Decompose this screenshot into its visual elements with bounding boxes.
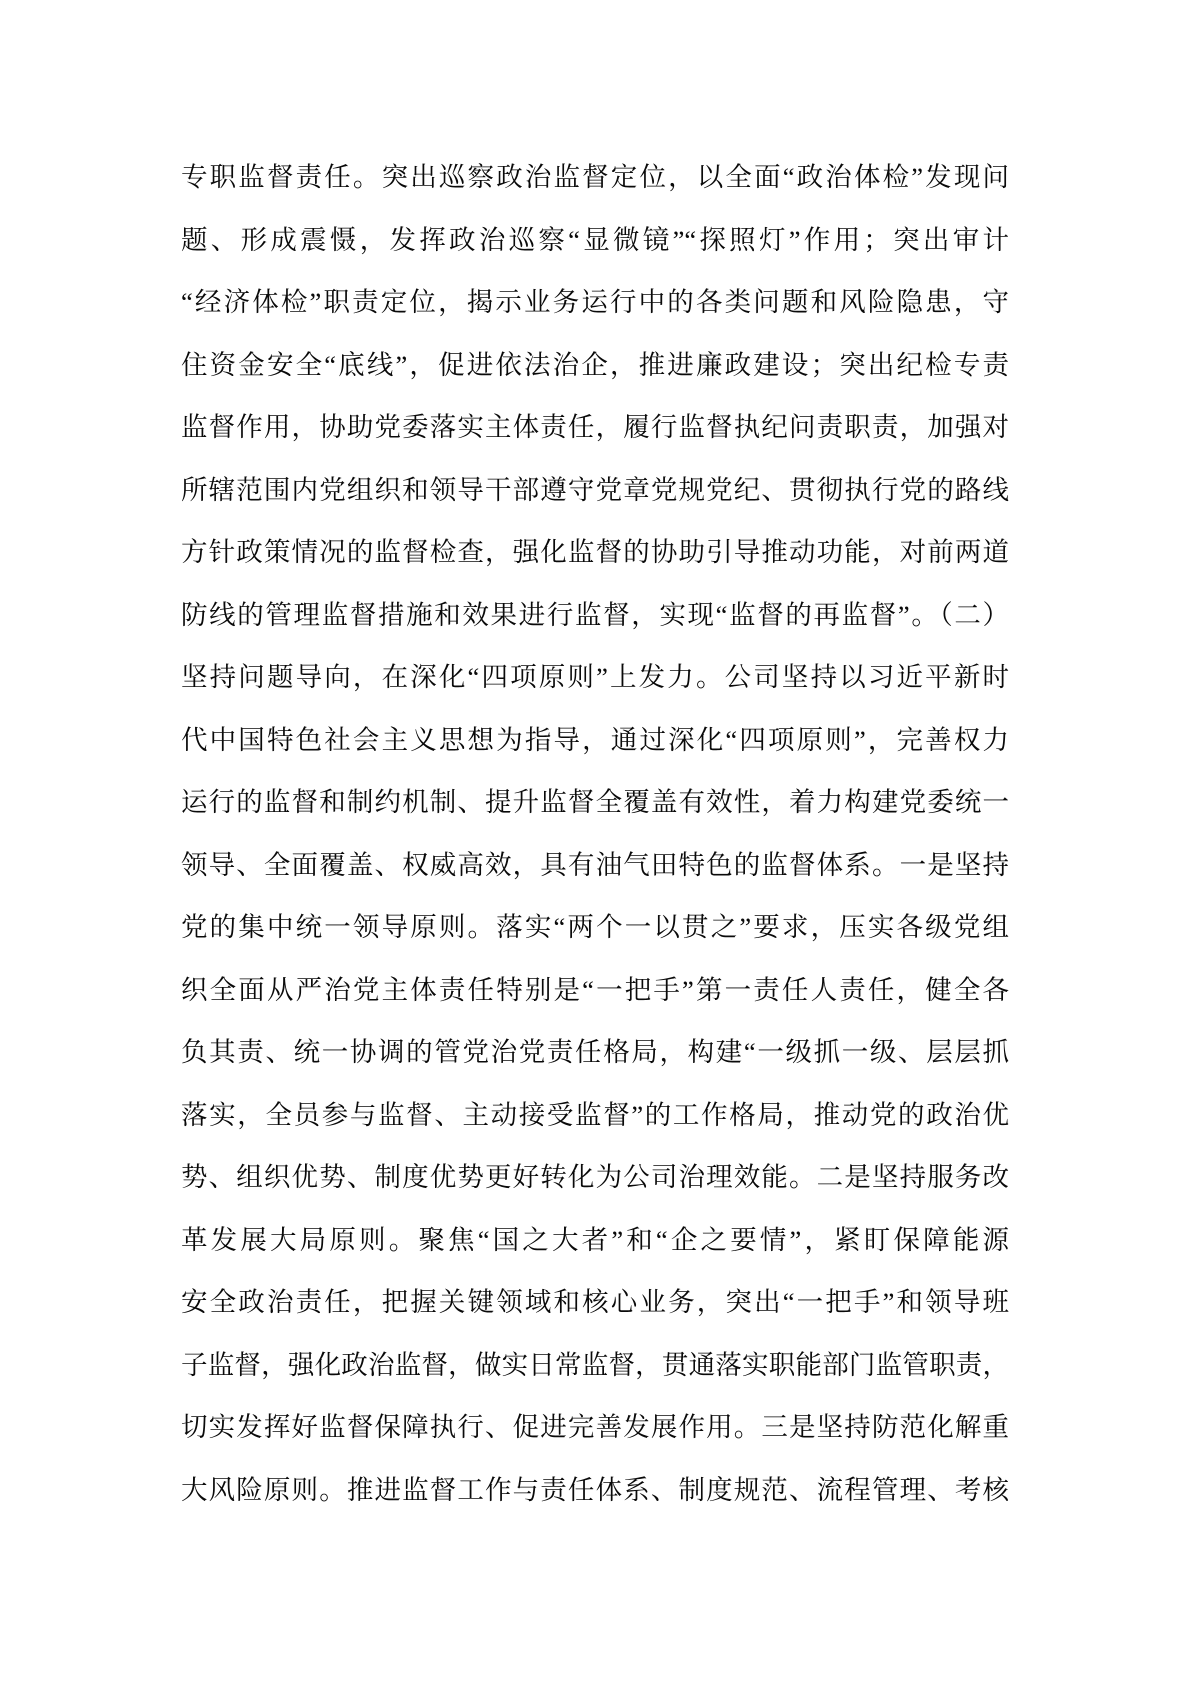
- text-line: 织全面从严治党主体责任特别是“一把手”第一责任人责任，健全各: [181, 974, 1009, 1005]
- text-line: 负其责、统一协调的管党治党责任格局，构建“一级抓一级、层层抓: [181, 1037, 1009, 1067]
- text-line: 坚持问题导向，在深化“四项原则”上发力。公司坚持以习近平新时: [181, 662, 1009, 692]
- text-line: 势、组织优势、制度优势更好转化为公司治理效能。二是坚持服务改: [181, 1162, 1009, 1192]
- text-line: 落实，全员参与监督、主动接受监督”的工作格局，推动党的政治优: [181, 1099, 1009, 1130]
- text-line: 所辖范围内党组织和领导干部遵守党章党规党纪、贯彻执行党的路线: [181, 474, 1009, 505]
- text-line: “经济体检”职责定位，揭示业务运行中的各类问题和风险隐患，守: [181, 287, 1009, 317]
- text-line: 防线的管理监督措施和效果进行监督，实现“监督的再监督”。（二）: [181, 599, 1009, 630]
- text-line: 方针政策情况的监督检查，强化监督的协助引导推动功能，对前两道: [181, 537, 1009, 567]
- text-line: 大风险原则。推进监督工作与责任体系、制度规范、流程管理、考核: [181, 1474, 1009, 1505]
- text-line: 革发展大局原则。聚焦“国之大者”和“企之要情”，紧盯保障能源: [181, 1224, 1009, 1255]
- text-line: 运行的监督和制约机制、提升监督全覆盖有效性，着力构建党委统一: [181, 787, 1009, 817]
- text-line: 住资金安全“底线”，促进依法治企，推进廉政建设；突出纪检专责: [181, 349, 1009, 380]
- text-line: 切实发挥好监督保障执行、促进完善发展作用。三是坚持防范化解重: [181, 1412, 1009, 1442]
- text-line: 专职监督责任。突出巡察政治监督定位，以全面“政治体检”发现问: [181, 162, 1009, 192]
- text-line: 题、形成震慑，发挥政治巡察“显微镜”“探照灯”作用；突出审计: [181, 224, 1009, 255]
- document-text: [181, 146, 1009, 1521]
- text-line: 子监督，强化政治监督，做实日常监督，贯通落实职能部门监管职责，: [181, 1349, 1009, 1380]
- text-line: 领导、全面覆盖、权威高效，具有油气田特色的监督体系。一是坚持: [181, 849, 1009, 880]
- text-line: 代中国特色社会主义思想为指导，通过深化“四项原则”，完善权力: [181, 724, 1009, 755]
- text-line: 党的集中统一领导原则。落实“两个一以贯之”要求，压实各级党组: [181, 912, 1009, 942]
- text-line: 监督作用，协助党委落实主体责任，履行监督执纪问责职责，加强对: [181, 412, 1009, 442]
- text-line: 安全政治责任，把握关键领域和核心业务，突出“一把手”和领导班: [181, 1287, 1009, 1317]
